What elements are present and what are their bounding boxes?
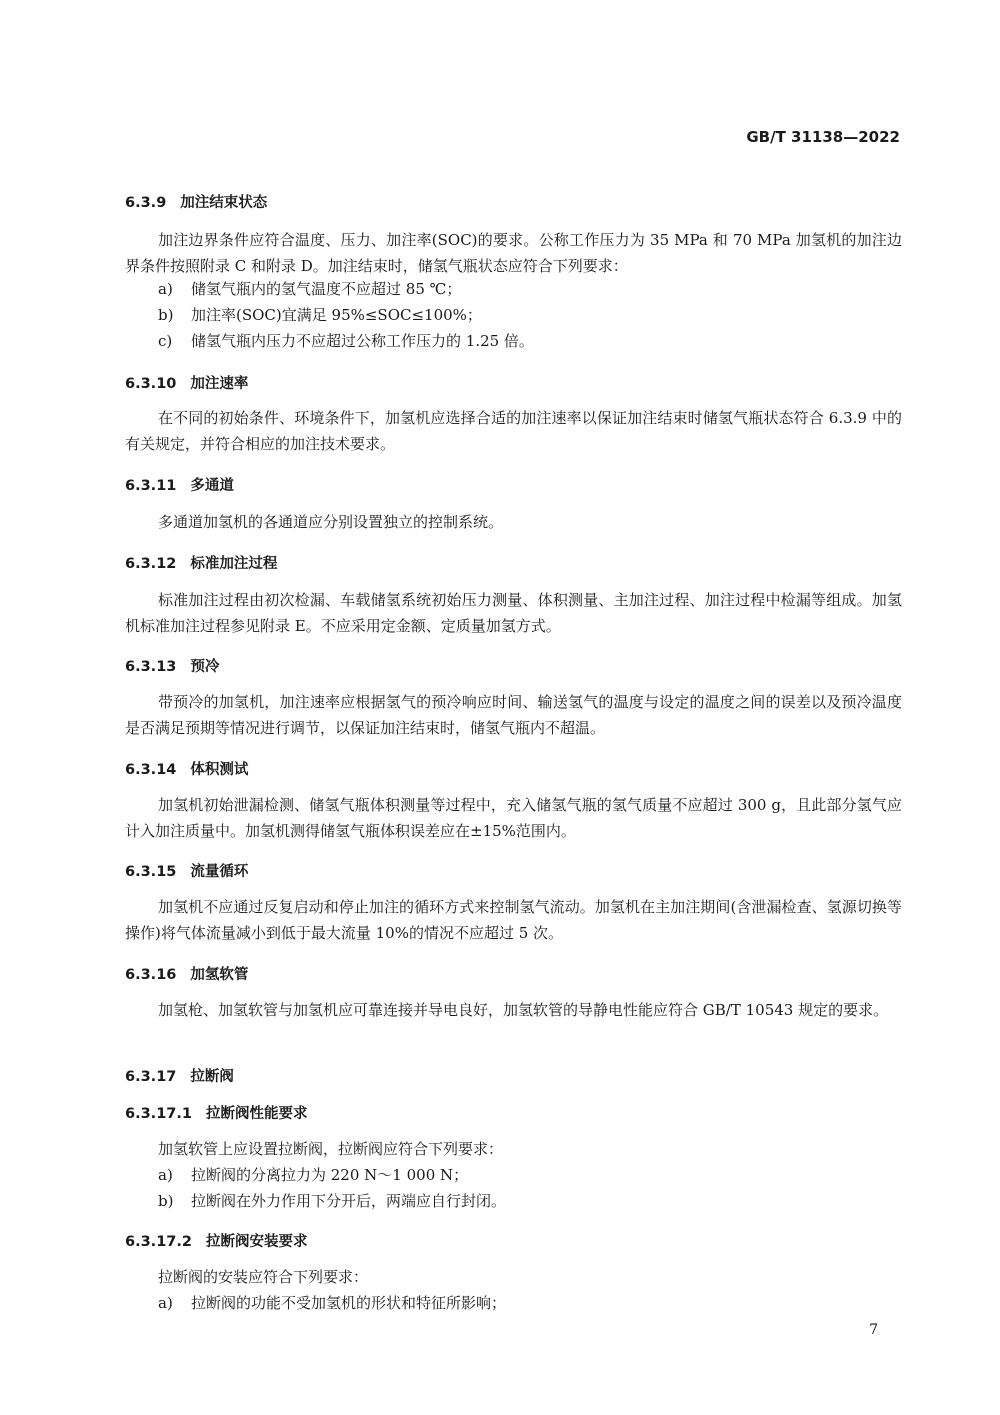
section-heading-6-3-14	[125, 758, 248, 779]
list-item-6-3-9-c	[125, 328, 902, 354]
list-item-6-3-9-a	[125, 276, 902, 302]
paragraph-6-3-15: 加氢机不应通过反复启动和停止加注的循环方式来控制氢气流动。加氢机在主加注期间(含泄漏检查、氢源切换等操作)将气体流量减小到低于最大流量 10%的情况不应超过 5 次。	[125, 898, 902, 942]
section-number: 6.3.17.1	[125, 1106, 192, 1122]
paragraph-6-3-17-2: 拉断阀的安装应符合下列要求：	[158, 1268, 369, 1286]
section-heading-6-3-12	[125, 552, 277, 573]
section-title: 标准加注过程	[190, 556, 278, 572]
paragraph-6-3-12: 标准加注过程由初次检漏、车载储氢系统初始压力测量、体积测量、主加注过程、加注过程中检漏等组成。加氢机标准加注过程参见附录 E。不应采用定金额、定质量加氢方式。	[125, 591, 902, 635]
list-text: 拉断阀在外力作用下分开后，两端应自行封闭。	[191, 1192, 507, 1210]
section-title: 流量循环	[190, 864, 249, 880]
section-title: 拉断阀性能要求	[205, 1106, 308, 1122]
list-marker: a)	[158, 1166, 173, 1184]
section-title: 预冷	[190, 659, 220, 675]
paragraph-6-3-16: 加氢枪、加氢软管与加氢机应可靠连接并导电良好，加氢软管的导静电性能应符合 GB/T 10543 规定的要求。	[158, 1001, 889, 1019]
section-title: 拉断阀安装要求	[205, 1234, 308, 1250]
list-item-6-3-17-1-a	[125, 1162, 902, 1188]
section-title: 加注速率	[190, 376, 249, 392]
paragraph-6-3-11: 多通道加氢机的各通道应分别设置独立的控制系统。	[158, 513, 504, 531]
list-marker: b)	[158, 306, 174, 324]
section-heading-6-3-11	[125, 474, 234, 495]
section-heading-6-3-17-2	[125, 1230, 307, 1251]
paragraph-6-3-13: 带预冷的加氢机，加注速率应根据氢气的预冷响应时间、输送氢气的温度与设定的温度之间的误差以及预冷温度是否满足预期等情况进行调节，以保证加注结束时，储氢气瓶内不超温。	[125, 693, 902, 737]
list-text: 储氢气瓶内的氢气温度不应超过 85 ℃；	[191, 280, 462, 298]
section-number: 6.3.13	[125, 659, 177, 675]
section-number: 6.3.11	[125, 478, 177, 494]
section-title: 加注结束状态	[180, 195, 268, 211]
section-number: 6.3.17	[125, 1069, 177, 1085]
section-heading-6-3-13	[125, 655, 219, 676]
paragraph-6-3-17-1: 加氢软管上应设置拉断阀，拉断阀应符合下列要求：	[158, 1140, 504, 1158]
section-number: 6.3.16	[125, 967, 177, 983]
list-marker: b)	[158, 1192, 174, 1210]
section-heading-6-3-17-1	[125, 1102, 307, 1123]
paragraph-6-3-14: 加氢机初始泄漏检测、储氢气瓶体积测量等过程中，充入储氢气瓶的氢气质量不应超过 300 g，且此部分氢气应计入加注质量中。加氢机测得储氢气瓶体积误差应在±15%范围内。	[125, 796, 902, 840]
list-marker: a)	[158, 1294, 173, 1312]
list-marker: a)	[158, 280, 173, 298]
section-title: 体积测试	[190, 762, 249, 778]
section-heading-6-3-16	[125, 963, 248, 984]
list-text: 加注率(SOC)宜满足 95%≤SOC≤100%；	[191, 306, 482, 324]
section-title: 多通道	[190, 478, 234, 494]
section-number: 6.3.15	[125, 864, 177, 880]
section-heading-6-3-15	[125, 860, 248, 881]
list-text: 拉断阀的功能不受加氢机的形状和特征所影响；	[191, 1294, 507, 1312]
standard-code: GB/T 31138—2022	[746, 128, 900, 146]
paragraph-6-3-9: 加注边界条件应符合温度、压力、加注率(SOC)的要求。公称工作压力为 35 MPa 和 70 MPa 加氢机的加注边界条件按照附录 C 和附录 D。加注结束时，储氢气瓶状态应符合下列要求：	[125, 231, 902, 275]
paragraph-6-3-10: 在不同的初始条件、环境条件下，加氢机应选择合适的加注速率以保证加注结束时储氢气瓶状态符合 6.3.9 中的有关规定，并符合相应的加注技术要求。	[125, 409, 902, 453]
list-item-6-3-9-b	[125, 302, 902, 328]
section-number: 6.3.12	[125, 556, 177, 572]
section-number: 6.3.17.2	[125, 1234, 192, 1250]
section-title: 拉断阀	[190, 1069, 234, 1085]
section-number: 6.3.10	[125, 376, 177, 392]
list-marker: c)	[158, 332, 173, 350]
section-title: 加氢软管	[190, 967, 249, 983]
list-item-6-3-17-2-a	[125, 1290, 902, 1316]
section-heading-6-3-9	[125, 191, 267, 212]
section-number: 6.3.9	[125, 195, 167, 211]
section-number: 6.3.14	[125, 762, 177, 778]
section-heading-6-3-17	[125, 1065, 234, 1086]
list-text: 拉断阀的分离拉力为 220 N～1 000 N；	[191, 1166, 469, 1184]
list-text: 储氢气瓶内压力不应超过公称工作压力的 1.25 倍。	[191, 332, 534, 350]
page-number: 7	[869, 1322, 878, 1338]
section-heading-6-3-10	[125, 372, 248, 393]
list-item-6-3-17-1-b	[125, 1188, 902, 1214]
